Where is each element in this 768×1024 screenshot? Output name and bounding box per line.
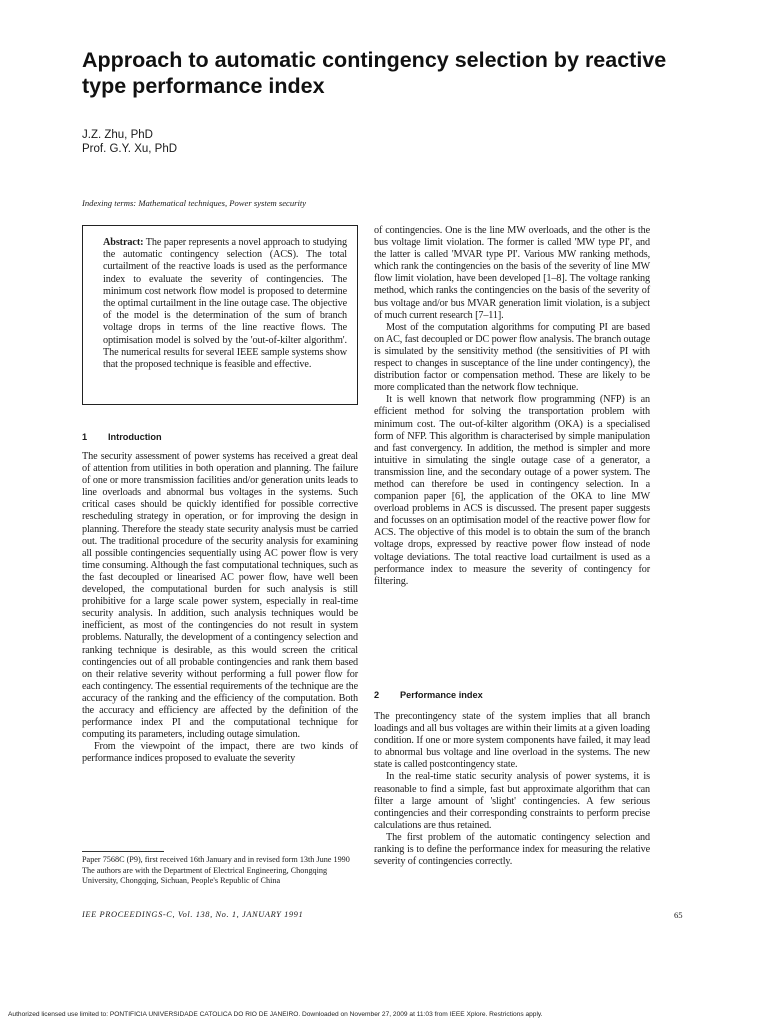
footnote-affiliation: The authors are with the Department of Electrical Engineering, Chongqing University, Chongqing, Sichuan, People's Republic of China	[82, 866, 328, 885]
body-paragraph: From the viewpoint of the impact, there are two kinds of performance indices proposed to evaluate the severity	[82, 741, 358, 765]
section-title: Performance index	[400, 690, 483, 700]
body-paragraph: The precontingency state of the system implies that all branch loadings and all bus voltages are within their limits at a given loading condition. If one or more system components have failed, it may lead to abnormal bus voltage and line overload in the systems. The new state is called postcontingency state.	[374, 711, 650, 771]
body-paragraph: The security assessment of power systems has received a great deal of attention from utilities in both operation and planning. The failure of one or more transmission facilities and/or generation units leads to line overloads and abnormal bus voltages in the systems. Such critical cases should be quickly identified for possible corrective rescheduling strategy in operation, or for improving the design in planning. Therefore the steady state security analysis must be carried out. The traditional procedure of the security analysis for examining all possible contingencies sequentially using AC power flow is very time consuming. Although the fast computational techniques, such as the fast decoupled or linearised AC power flow, have well been developed, the computational burden for such analysis is still prohibitive for a large scale power system, especially in real-time security analysis. In addition, such analysis techniques would be inefficient, as most of the contingencies do not result in system problems. Naturally, the development of a contingency selection and ranking technique is desirable, as this would screen the critical contingencies out of all probable contingencies and rank them based on their relative severity without performing a full power flow for each contingency. The essential requirements of the technique are the accuracy of the ranking and the efficiency of the computation. Both the accuracy and efficiency are affected by the definition of the performance index PI and the computational technique for computing its parameters, including outage simulation.	[82, 451, 358, 741]
left-column-body	[82, 451, 358, 765]
abstract-text: The paper represents a novel approach to studying the automatic contingency selection (ACS). The total curtailment of the reactive loads is used as the performance index to evaluate the severity of contingencies. The minimum cost network flow model is proposed to determine the optimal curtailment in the line outage case. The objective of the model is the determination of the sum of branch voltage drops in terms of the line reactive flows. The optimisation model is solved by the 'out-of-kilter algorithm'. The numerical results for several IEEE sample systems show that the proposed technique is feasible and effective.	[103, 237, 347, 371]
section-heading-performance-index	[374, 690, 483, 700]
footnotes	[82, 855, 358, 887]
body-paragraph: The first problem of the automatic contingency selection and ranking is to define the performance index for measuring the relative severity of contingencies correctly.	[374, 831, 650, 868]
author-list	[82, 128, 177, 156]
footnote-received: Paper 7568C (P9), first received 16th January and in revised form 13th June 1990	[82, 855, 350, 864]
license-notice: Authorized licensed use limited to: PONTIFICIA UNIVERSIDADE CATOLICA DO RIO DE JANEIRO. Downloaded on November 27, 2009 at 11:03 from IEEE Xplore. Restrictions apply.	[8, 1011, 543, 1018]
right-column-body	[374, 225, 650, 588]
indexing-terms: Indexing terms: Mathematical techniques, Power system security	[82, 198, 307, 208]
journal-citation: IEE PROCEEDINGS-C, Vol. 138, No. 1, JANUARY 1991	[82, 910, 304, 919]
section-number: 1	[82, 432, 88, 442]
footnote-divider	[82, 851, 164, 852]
section-title: Introduction	[108, 432, 162, 442]
author-name: Prof. G.Y. Xu, PhD	[82, 143, 178, 155]
body-paragraph: Most of the computation algorithms for computing PI are based on AC, fast decoupled or DC power flow analysis. The branch outage is simulated by the sensitivity method (the sensitivities of PI with respect to changes in susceptance of the line under contingency), the distribution factor or compensation method. These are likely to be more complicated than the network flow technique.	[374, 321, 650, 394]
body-paragraph: of contingencies. One is the line MW overloads, and the other is the bus voltage limit violation. The former is called 'MW type PI', and the latter is called 'MVAR type PI'. Various MW ranking methods, which rank the contingencies on the basis of the severity of line MW flow limit violation, have been developed [1–8]. The voltage ranking method, which ranks the contingencies on the basis of the severity of bus voltage and/or bus MVAR generation limit violation, is a subject of much current research [7–11].	[374, 225, 650, 321]
body-paragraph: It is well known that network flow programming (NFP) is an efficient method for solving the transportation problem with minimum cost. The out-of-kilter algorithm (OKA) is a specialised form of NFP. This algorithm is characterised by simple manipulation and fast convergency. In addition, the method is simpler and more intuitive in simulating the single outage case of a generator, a transmission line, and the secondary outage of a power system. The method can therefore be used in contingency selection. In a companion paper [6], the application of the OKA to line MW overload problems in ACS is discussed. The present paper suggests and focusses on an optimisation model of the reactive power flow for ACS. The objective of this model is to obtain the sum of the branch voltage drops, expressed by reactive power flow instead of node voltage deviations. The total reactive load curtailment is used as a performance index to measure the severity of contingency for filtering.	[374, 394, 650, 587]
abstract-paragraph	[83, 226, 357, 371]
section-number: 2	[374, 690, 380, 700]
paper-title: Approach to automatic contingency selection by reactive type performance index	[82, 48, 667, 98]
body-paragraph: In the real-time static security analysis of power systems, it is reasonable to find a simple, fast but approximate algorithm that can filter a large amount of 'slight' contingencies. A few serious contingencies and their corresponding constraints to perform precise calculations are thus retained.	[374, 771, 650, 831]
author-name: J.Z. Zhu, PhD	[82, 129, 153, 141]
abstract-box	[82, 225, 358, 405]
right-column-section2	[374, 711, 650, 868]
section-heading-introduction	[82, 432, 162, 442]
abstract-label: Abstract:	[103, 237, 144, 248]
page-number: 65	[674, 910, 683, 920]
